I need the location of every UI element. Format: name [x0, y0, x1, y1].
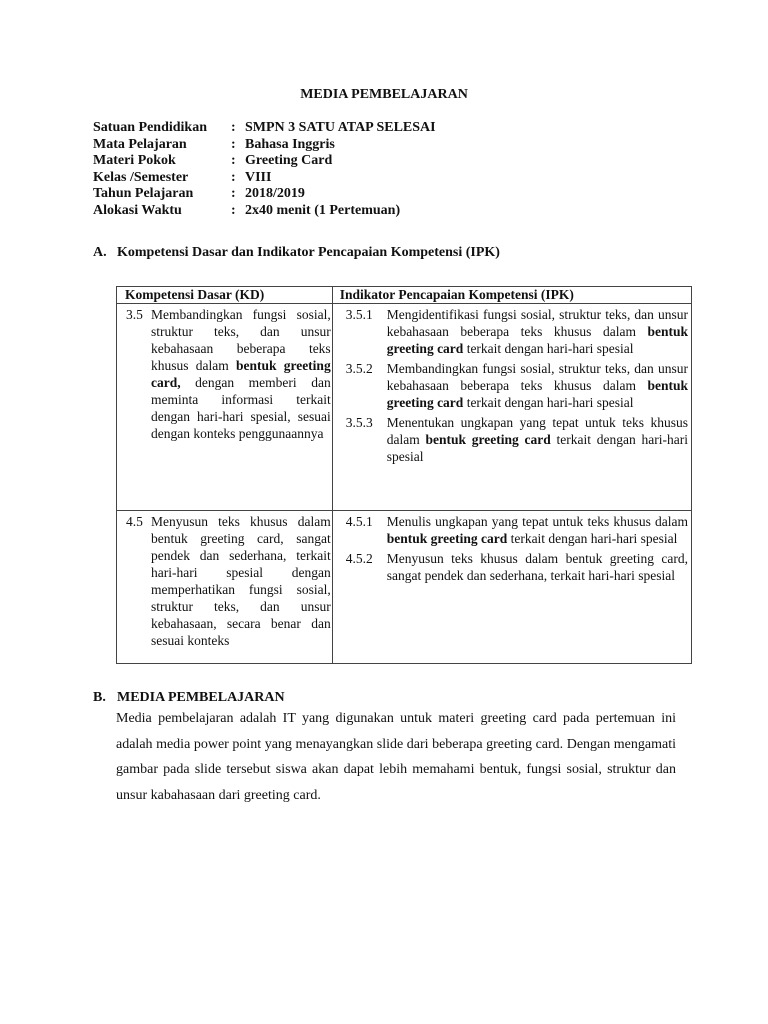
meta-label: Tahun Pelajaran [93, 186, 194, 202]
text-run: Membandingkan fungsi sosial, struktur teks, dan unsur kebahasaan beberapa teks khusus dalam [386, 361, 688, 393]
header-ipk: Indikator Pencapaian Kompetensi (IPK) [332, 287, 691, 304]
meta-label: Alokasi Waktu [93, 202, 182, 218]
indicator-item [346, 414, 688, 465]
meta-row [93, 137, 436, 154]
indicator-item [346, 360, 688, 411]
meta-row [93, 120, 436, 137]
indicator-text: Menyusun teks khusus dalam bentuk greeting card, sangat pendek dan sederhana, terkait hari-hari spesial [386, 551, 688, 583]
bold-run: bentuk greeting card [425, 432, 551, 447]
bold-run: bentuk greeting card [386, 378, 688, 410]
meta-value: 2x40 menit (1 Pertemuan) [245, 202, 401, 218]
kd-number: 3.5 [126, 307, 143, 322]
section-a-title: Kompetensi Dasar dan Indikator Pencapaian Kompetensi (IPK) [117, 245, 500, 260]
text-run: terkait dengan hari-hari spesial [386, 432, 688, 464]
text-run: terkait dengan hari-hari spesial [507, 531, 678, 546]
kd-cell [117, 511, 333, 664]
meta-value: SMPN 3 SATU ATAP SELESAI [245, 120, 436, 135]
kd-text: Menyusun teks khusus dalam bentuk greeting card, sangat pendek dan sederhana, terkait hari-hari spesial dengan memperhatikan fungsi sosial, struktur teks, dan unsur kebahasaan, secara benar dan sesuai konteks [151, 514, 331, 648]
text-run: terkait dengan hari-hari spesial [463, 395, 634, 410]
indicator-number: 4.5.2 [345, 551, 373, 566]
section-b-title: MEDIA PEMBELAJARAN [117, 690, 285, 705]
indicator-item [346, 550, 688, 584]
indicator-item [346, 306, 688, 357]
kd-cell [117, 304, 333, 511]
meta-row [93, 203, 436, 220]
indicator-number: 4.5.1 [345, 514, 373, 529]
meta-colon: : [231, 136, 236, 152]
bold-run: bentuk greeting card [386, 531, 508, 546]
indicator-text [387, 306, 688, 357]
section-b-heading [93, 690, 285, 706]
table-row [117, 511, 692, 664]
text-run: Menulis ungkapan yang tepat untuk teks khusus dalam [386, 514, 688, 529]
meta-colon: : [231, 120, 236, 135]
indicator-number: 3.5.2 [345, 361, 373, 376]
meta-colon: : [231, 186, 236, 202]
meta-label: Mata Pelajaran [93, 136, 187, 152]
section-a-heading [93, 245, 500, 261]
bold-run: bentuk greeting card [386, 324, 688, 356]
meta-row [93, 170, 436, 187]
ipk-cell [332, 511, 691, 664]
meta-label: Satuan Pendidikan [93, 120, 207, 135]
meta-value: VIII [245, 169, 272, 185]
text-run: Menentukan ungkapan yang tepat untuk teks khusus dalam [386, 415, 688, 447]
meta-row [93, 153, 436, 170]
competency-table [116, 286, 692, 664]
header-kd: Kompetensi Dasar (KD) [117, 287, 333, 304]
meta-block [93, 120, 436, 220]
indicator-text [387, 513, 688, 547]
section-b-paragraph: Media pembelajaran adalah IT yang digunakan untuk materi greeting card pada pertemuan ini adalah media power point yang menayangkan slide dari beberapa greeting card. Dengan mengamati gambar pada slide tersebut siswa akan dapat lebih memahami bentuk, fungsi sosial, struktur dan unsur kabahasaan dari greeting card. [116, 711, 676, 803]
text-run: terkait dengan hari-hari spesial [463, 341, 634, 356]
meta-label: Kelas /Semester [93, 169, 189, 185]
bold-run: bentuk greeting card, [151, 358, 331, 390]
meta-value: Bahasa Inggris [245, 136, 335, 152]
indicator-text [387, 414, 688, 465]
text-run: Membandingkan fungsi sosial, struktur teks, dan unsur kebahasaan beberapa teks khusus dalam [151, 307, 331, 373]
meta-label: Materi Pokok [93, 153, 176, 169]
indicator-item [346, 513, 688, 547]
meta-colon: : [231, 169, 236, 185]
ipk-cell [332, 304, 691, 511]
meta-row [93, 186, 436, 203]
indicator-text [387, 360, 688, 411]
section-b-number: B. [93, 690, 106, 705]
meta-value: Greeting Card [245, 153, 333, 169]
text-run: dengan memberi dan meminta informasi terkait dengan hari-hari spesial, sesuai dengan konteks penggunaannya [151, 375, 331, 441]
indicator-number: 3.5.1 [345, 307, 373, 322]
table-row [117, 304, 692, 511]
meta-colon: : [231, 202, 236, 218]
kd-number: 4.5 [126, 514, 143, 529]
indicator-number: 3.5.3 [345, 415, 373, 430]
document-title: MEDIA PEMBELAJARAN [300, 87, 468, 102]
meta-value: 2018/2019 [245, 186, 305, 202]
meta-colon: : [231, 153, 236, 169]
section-a-number: A. [93, 245, 107, 260]
table-header-row [117, 287, 692, 304]
text-run: Mengidentifikasi fungsi sosial, struktur teks, dan unsur kebahasaan beberapa teks khusus dalam [386, 307, 688, 339]
kd-text [151, 306, 331, 442]
